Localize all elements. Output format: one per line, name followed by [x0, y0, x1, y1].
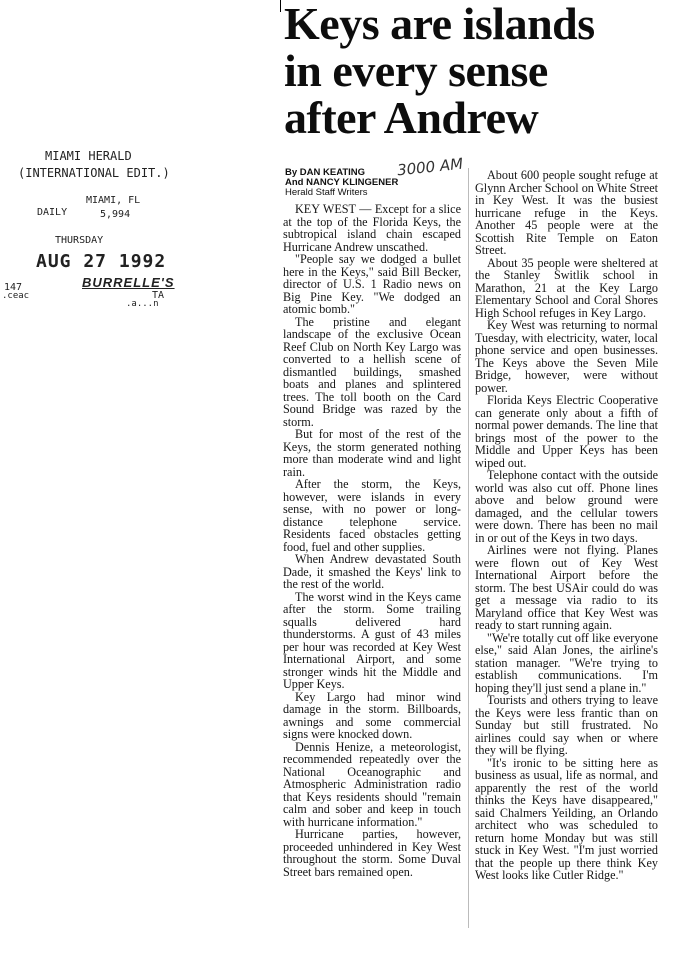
paragraph: About 600 people sought refuge at Glynn Archer School on White Street in Key West. It was the busiest hurricane refuge in the Keys. Another 45 people were at the Scottish Rite Temple on Eaton Street.: [475, 168, 658, 257]
paragraph: Key Largo had minor wind damage in the storm. Billboards, awnings and some commercial signs were knocked down.: [283, 689, 461, 741]
clipping-code-left: 147: [4, 282, 23, 293]
headline-line: after Andrew: [284, 92, 539, 143]
paragraph: Airlines were not flying. Planes were flown out of Key West International Airport before the storm. The best USAir could do was get a message via radio to its Maryland office that Key West was ready to start running again.: [475, 543, 658, 632]
publication-circulation: 5,994: [100, 209, 131, 220]
article-column-right: [475, 169, 658, 882]
article-column-left: [283, 203, 461, 878]
paragraph: The pristine and elegant landscape of the exclusive Ocean Reef Club on North Key Largo was converted to a hellish scene of dismantled buildings, smashed boats and planes and splintered trees. The toll booth on the Card Sound Bridge was razed by the storm.: [283, 314, 461, 429]
burrelles-logo: BURRELLE'S: [82, 275, 175, 290]
headline-line: in every sense: [284, 45, 548, 96]
clipping-code-left-2: .ceac: [2, 291, 30, 301]
clipping-code-right: TA: [152, 290, 165, 301]
article-headline: [284, 0, 664, 141]
paragraph: Florida Keys Electric Cooperative can generate only about a fifth of normal power demands. The line that brings most of the power to the Middle and Upper Keys has been wiped out.: [475, 393, 658, 470]
paragraph: After the storm, the Keys, however, were islands in every sense, with no power or long-distance telephone service. Residents faced obstacles getting food, fuel and other supplies.: [283, 477, 461, 554]
handwritten-note: 3000 AM: [396, 154, 464, 180]
paragraph: "We're totally cut off like everyone else," said Alan Jones, the airline's station manager. "We're trying to establish communications. I'm hoping they'll just send a plane in.": [475, 630, 658, 695]
publication-city: MIAMI, FL: [86, 195, 141, 206]
byline-author-2: And NANCY KLINGENER: [285, 177, 399, 188]
publication-weekday: THURSDAY: [55, 235, 104, 246]
paragraph: Key West was returning to normal Tuesday, with electricity, water, local phone service and open businesses. The Keys above the Seven Mile Bridge, however, were without power.: [475, 318, 658, 395]
paragraph: "It's ironic to be sitting here as business as usual, life as normal, and apparently the rest of the world thinks the Keys have disappeared," said Chalmers Yeilding, an Orlando architect who was scheduled to return home Monday but was still stuck in Key West. "I'm just worried that the people up there think Key West looks like Cutler Ridge.": [475, 755, 658, 882]
byline-author-1: By DAN KEATING: [285, 167, 366, 178]
headline-line: Keys are islands: [284, 0, 595, 49]
paragraph: KEY WEST — Except for a slice at the top of the Florida Keys, the subtropical island chain escaped Hurricane Andrew unscathed.: [283, 202, 461, 254]
paragraph: When Andrew devastated South Dade, it smashed the Keys' link to the rest of the world.: [283, 552, 461, 591]
paragraph: The worst wind in the Keys came after the storm. Some trailing squalls delivered hard thunderstorms. A gust of 43 miles per hour was recorded at Key West International Airport, and some stronger winds hit the Middle and Upper Keys.: [283, 589, 461, 691]
article-byline: [285, 168, 465, 198]
paragraph: Tourists and others trying to leave the Keys were less frantic than on Sunday but still frustrated. No airlines could say when or where they will be flying.: [475, 693, 658, 757]
publication-frequency: DAILY: [37, 207, 68, 218]
clipping-code-right-2: .a...n: [126, 299, 159, 309]
paragraph: Dennis Henize, a meteorologist, recommended repeatedly over the National Oceanographic and Atmospheric Administration radio that Keys residents should "remain calm and sober and keep in touch with hurricane information.": [283, 739, 461, 829]
publication-date: AUG 27 1992: [36, 251, 167, 272]
paragraph: Hurricane parties, however, proceeded unhindered in Key West throughout the storm. Some Duval Street bars remained open.: [283, 827, 461, 879]
paragraph: "People say we dodged a bullet here in the Keys," said Bill Becker, director of U.S. 1 Radio news on Big Pine Key. "We dodged an atomic bomb.": [283, 252, 461, 316]
paragraph: Telephone contact with the outside world was also cut off. Phone lines above and below ground were damaged, and the cellular towers were down. There has been no mail in or out of the Keys in two days.: [475, 468, 658, 545]
paragraph: But for most of the rest of the Keys, the storm generated nothing more than moderate wind and light rain.: [283, 427, 461, 479]
paragraph: About 35 people were sheltered at the Stanley Switlik school in Marathon, 21 at the Key Largo Elementary School and Coral Shores High School refuges in Key Largo.: [475, 255, 658, 320]
column-rule: [280, 0, 281, 12]
column-divider: [468, 168, 469, 928]
publication-name: MIAMI HERALD: [45, 149, 132, 163]
publication-edition: (INTERNATIONAL EDIT.): [18, 166, 170, 180]
byline-staff: Herald Staff Writers: [285, 187, 368, 198]
